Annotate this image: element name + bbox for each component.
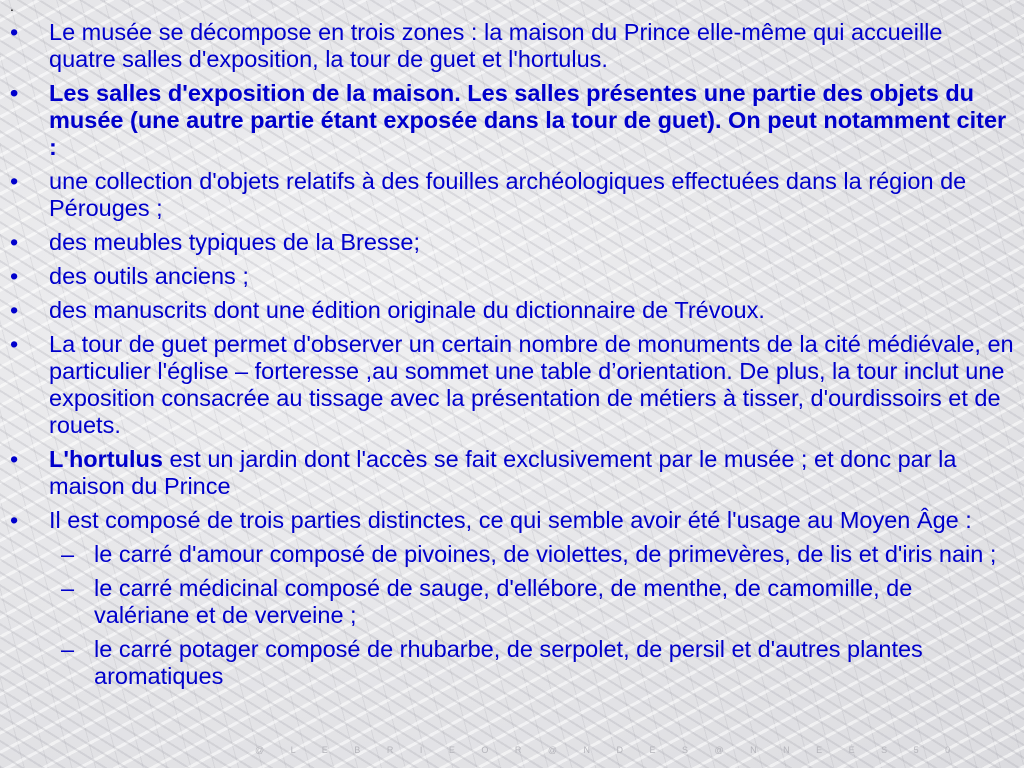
dash-icon: – xyxy=(61,636,75,662)
sub-list-item xyxy=(10,575,1014,629)
bullet-list xyxy=(10,19,1014,697)
dash-icon: – xyxy=(61,541,75,567)
list-item xyxy=(10,263,1014,290)
item-text: Il est composé de trois parties distinctes, ce qui semble avoir été l'usage au Moyen Âge : xyxy=(49,507,972,533)
list-item xyxy=(10,168,1014,222)
bullet-icon: • xyxy=(10,263,19,289)
item-text: le carré potager composé de rhubarbe, de serpolet, de persil et d'autres plantes aromatiques xyxy=(94,636,923,689)
item-text: une collection d'objets relatifs à des fouilles archéologiques effectuées dans la région de Pérouges ; xyxy=(49,168,967,221)
leading-mark: . xyxy=(10,0,14,14)
list-item xyxy=(10,80,1014,161)
list-item xyxy=(10,331,1014,439)
list-item xyxy=(10,229,1014,256)
list-item xyxy=(10,446,1014,500)
list-item xyxy=(10,297,1014,324)
item-text: des manuscrits dont une édition originale du dictionnaire de Trévoux. xyxy=(49,297,765,323)
bullet-icon: • xyxy=(10,507,19,533)
item-text: La tour de guet permet d'observer un certain nombre de monuments de la cité médiévale, en particulier l'église – forteresse ,au sommet une table d’orientation. De plus, la tour inclut une exposition consacrée au tissage avec la présentation de métiers à tisser, d'ourdissoirs et de rouets. xyxy=(49,331,1014,438)
dash-icon: – xyxy=(61,575,75,601)
item-bold-text: L'hortulus xyxy=(49,446,163,472)
item-text: Les salles d'exposition de la maison. Les salles présentes une partie des objets du musée (une autre partie étant exposée dans la tour de guet). On peut notamment citer : xyxy=(49,80,1007,160)
item-text: Le musée se décompose en trois zones : la maison du Prince elle-même qui accueille quatre salles d'exposition, la tour de guet et l'hortulus. xyxy=(49,19,943,72)
bullet-icon: • xyxy=(10,19,19,45)
item-text: le carré d'amour composé de pivoines, de violettes, de primevères, de lis et d'iris nain ; xyxy=(94,541,997,567)
sub-list-item xyxy=(10,541,1014,568)
item-text: des meubles typiques de la Bresse; xyxy=(49,229,420,255)
bullet-icon: • xyxy=(10,446,19,472)
bullet-icon: • xyxy=(10,168,19,194)
list-item xyxy=(10,19,1014,73)
item-text: est un jardin dont l'accès se fait exclusivement par le musée ; et donc par la maison du Prince xyxy=(49,446,957,499)
footer-watermark: @ L E B R I E O R @ N D E S @ N N E E S 5 0 xyxy=(255,745,963,755)
item-text: le carré médicinal composé de sauge, d'ellébore, de menthe, de camomille, de valériane et de verveine ; xyxy=(94,575,913,628)
bullet-icon: • xyxy=(10,80,19,106)
sub-list-item xyxy=(10,636,1014,690)
bullet-icon: • xyxy=(10,297,19,323)
bullet-icon: • xyxy=(10,331,19,357)
list-item xyxy=(10,507,1014,534)
bullet-icon: • xyxy=(10,229,19,255)
item-text: des outils anciens ; xyxy=(49,263,249,289)
